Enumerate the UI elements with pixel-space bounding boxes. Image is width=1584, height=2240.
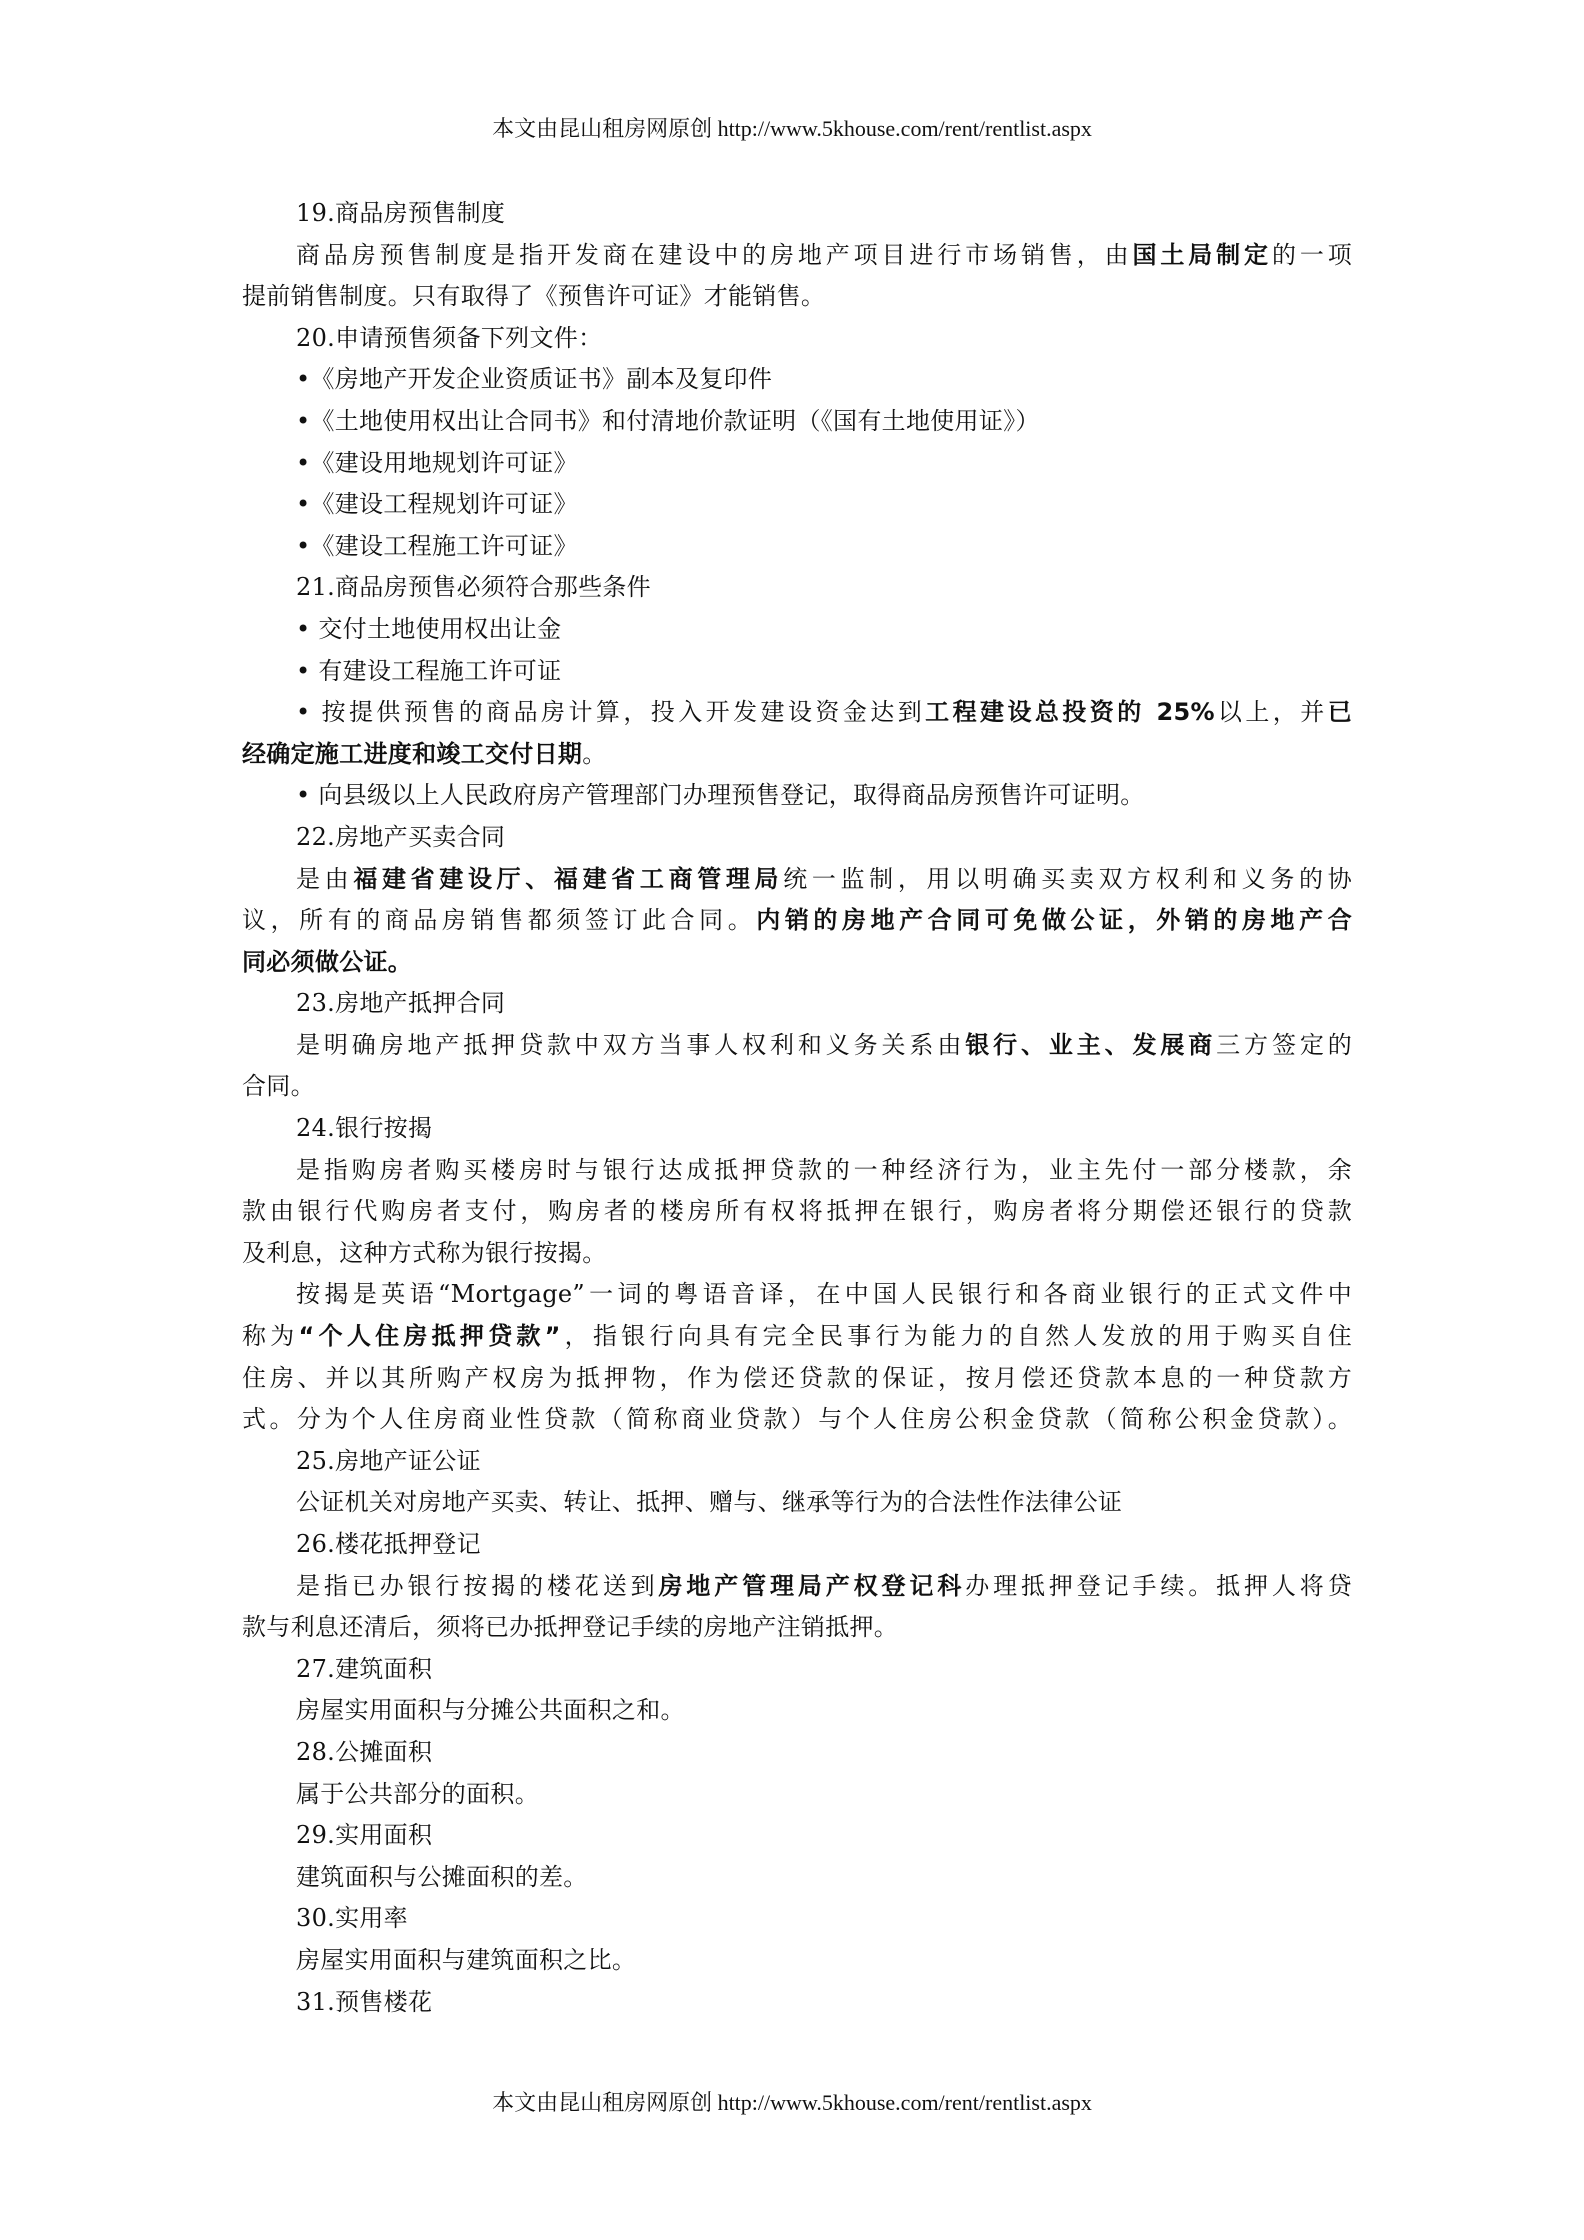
text-line — [242, 1940, 1352, 1982]
text-run: 的一项 — [1271, 240, 1352, 269]
text-line — [242, 1607, 1352, 1649]
text-line — [242, 526, 1352, 568]
text-run: 27.建筑面积 — [296, 1654, 433, 1683]
text-line — [242, 1108, 1352, 1150]
text-run: 商品房预售制度是指开发商在建设中的房地产项目进行市场销售，由 — [296, 240, 1133, 269]
text-line — [242, 1982, 1352, 2024]
bold-text: 已 — [1327, 698, 1352, 727]
text-run: 30.实用率 — [296, 1904, 408, 1933]
text-run: 。 — [582, 739, 607, 768]
text-line — [242, 1066, 1352, 1108]
text-run: 31.预售楼花 — [296, 1987, 433, 2016]
text-run: 是指已办银行按揭的楼花送到 — [296, 1571, 659, 1600]
text-line — [242, 1690, 1352, 1732]
text-run: 19.商品房预售制度 — [296, 199, 506, 227]
bold-text: 同必须做公证。 — [242, 947, 413, 976]
text-run: 办理抵押登记手续。抵押人将贷 — [965, 1571, 1352, 1600]
text-run: •《土地使用权出让合同书》和付清地价款证明（《国有土地使用证》） — [296, 406, 1040, 435]
text-run: 23.房地产抵押合同 — [296, 989, 506, 1018]
bold-text: 银行、业主、发展商 — [965, 1030, 1217, 1059]
text-line — [242, 734, 1352, 776]
text-line — [242, 1857, 1352, 1899]
text-line — [242, 1233, 1352, 1275]
text-run: 21.商品房预售必须符合那些条件 — [296, 573, 651, 602]
text-line — [242, 484, 1352, 526]
text-run: • 按提供预售的商品房计算，投入开发建设资金达到 — [296, 698, 926, 727]
text-line — [242, 692, 1352, 734]
text-run: •《建设工程施工许可证》 — [296, 531, 578, 560]
bold-text: 国土局制定 — [1132, 240, 1272, 269]
text-run: 及利息，这种方式称为银行按揭。 — [242, 1238, 607, 1267]
text-run: • 向县级以上人民政府房产管理部门办理预售登记，取得商品房预售许可证明。 — [296, 781, 1145, 810]
text-run: 是指购房者购买楼房时与银行达成抵押贷款的一种经济行为，业主先付一部分楼款，余 — [296, 1155, 1352, 1184]
text-line — [242, 859, 1352, 901]
text-run: 房屋实用面积与建筑面积之比。 — [296, 1945, 637, 1974]
document-body — [242, 193, 1352, 2023]
text-line — [242, 443, 1352, 485]
text-run: 建筑面积与公摊面积的差。 — [296, 1862, 588, 1891]
text-run: 25.房地产证公证 — [296, 1446, 481, 1475]
text-run: 24.银行按揭 — [296, 1114, 433, 1143]
bold-text: “个人住房抵押贷款” — [298, 1322, 561, 1351]
bold-text: 房地产管理局产权登记科 — [658, 1571, 966, 1600]
text-line — [242, 359, 1352, 401]
text-line — [242, 1732, 1352, 1774]
text-line — [242, 1441, 1352, 1483]
text-run: 款由银行代购房者支付，购房者的楼房所有权将抵押在银行，购房者将分期偿还银行的贷款 — [242, 1197, 1352, 1226]
text-run: 20.申请预售须备下列文件： — [296, 323, 603, 352]
text-run: 提前销售制度。只有取得了《预售许可证》才能销售。 — [242, 282, 826, 311]
text-run: 议，所有的商品房销售都须签订此合同。 — [242, 906, 757, 935]
text-run: 款与利息还清后，须将已办抵押登记手续的房地产注销抵押。 — [242, 1613, 899, 1642]
text-line — [242, 1150, 1352, 1192]
text-run: 房屋实用面积与分摊公共面积之和。 — [296, 1696, 685, 1725]
text-line — [242, 276, 1352, 318]
text-run: •《房地产开发企业资质证书》副本及复印件 — [296, 365, 773, 394]
text-line — [242, 1524, 1352, 1566]
text-run: 以上，并 — [1214, 698, 1328, 727]
text-line — [242, 1274, 1352, 1316]
text-line — [242, 235, 1352, 277]
bold-text: 福建省建设厅、福建省工商管理局 — [353, 864, 784, 893]
text-run: 公证机关对房地产买卖、转让、抵押、赠与、继承等行为的合法性作法律公证 — [296, 1488, 1123, 1517]
bold-text: 内销的房地产合同可免做公证，外销的房地产合 — [756, 906, 1352, 935]
text-line — [242, 1191, 1352, 1233]
text-run: 26.楼花抵押登记 — [296, 1530, 481, 1558]
text-line — [242, 318, 1352, 360]
text-run: 合同。 — [242, 1072, 315, 1101]
text-run: 是明确房地产抵押贷款中双方当事人权利和义务关系由 — [296, 1030, 966, 1059]
text-run: 28.公摊面积 — [296, 1737, 433, 1766]
text-line — [242, 983, 1352, 1025]
text-run: 是由 — [296, 864, 354, 893]
text-run: 按揭是英语“Mortgage”一词的粤语音译，在中国人民银行和各商业银行的正式文件中 — [296, 1280, 1352, 1309]
text-run: 29.实用面积 — [296, 1821, 433, 1850]
text-run: 统一监制，用以明确买卖双方权利和义务的协 — [783, 864, 1352, 893]
text-line — [242, 817, 1352, 859]
text-line — [242, 567, 1352, 609]
text-run: ，指银行向具有完全民事行为能力的自然人发放的用于购买自住 — [560, 1322, 1352, 1351]
text-run: 22.房地产买卖合同 — [296, 822, 506, 851]
bold-text: 经确定施工进度和竣工交付日期 — [242, 739, 583, 768]
text-line — [242, 193, 1352, 235]
text-run: 式。分为个人住房商业性贷款（简称商业贷款）与个人住房公积金贷款（简称公积金贷款）。 — [242, 1405, 1352, 1434]
text-line — [242, 1898, 1352, 1940]
text-line — [242, 1399, 1352, 1441]
text-run: •《建设用地规划许可证》 — [296, 448, 578, 477]
text-line — [242, 1815, 1352, 1857]
text-line — [242, 1025, 1352, 1067]
text-line — [242, 775, 1352, 817]
text-line — [242, 651, 1352, 693]
text-line — [242, 1566, 1352, 1608]
text-line — [242, 1774, 1352, 1816]
text-run: 称为 — [242, 1322, 299, 1351]
text-run: 三方签定的 — [1216, 1030, 1352, 1059]
text-line — [242, 401, 1352, 443]
text-run: • 有建设工程施工许可证 — [296, 656, 562, 685]
text-run: • 交付土地使用权出让金 — [296, 614, 562, 643]
text-line — [242, 1316, 1352, 1358]
page-footer: 本文由昆山租房网原创 http://www.5khouse.com/rent/rentlist.aspx — [492, 2090, 1092, 2115]
text-line — [242, 1358, 1352, 1400]
text-run: 属于公共部分的面积。 — [296, 1779, 539, 1808]
text-line — [242, 942, 1352, 984]
text-line — [242, 1482, 1352, 1524]
page-header: 本文由昆山租房网原创 http://www.5khouse.com/rent/rentlist.aspx — [492, 116, 1092, 141]
bold-text: 工程建设总投资的 25% — [925, 698, 1215, 727]
text-line — [242, 900, 1352, 942]
text-run: 住房、并以其所购产权房为抵押物，作为偿还贷款的保证，按月偿还贷款本息的一种贷款方 — [242, 1363, 1352, 1392]
text-line — [242, 609, 1352, 651]
text-line — [242, 1649, 1352, 1691]
text-run: •《建设工程规划许可证》 — [296, 490, 578, 519]
